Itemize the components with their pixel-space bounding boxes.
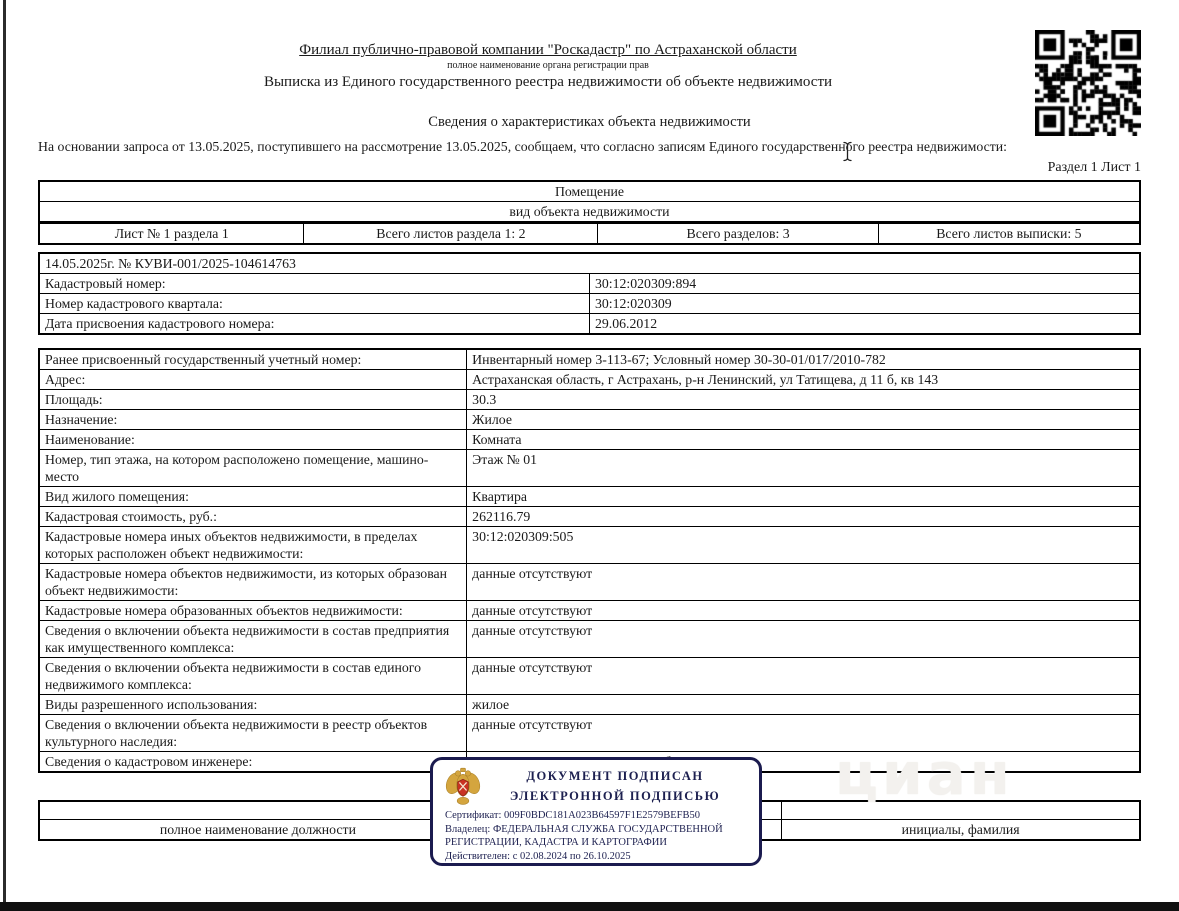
row-value: Инвентарный номер 3-113-67; Условный номер 30-30-01/017/2010-782 (467, 349, 1140, 370)
scan-bottom-edge (0, 902, 1179, 911)
row-value: Этаж № 01 (467, 450, 1140, 487)
row-value: Астраханская область, г Астрахань, р-н Ленинский, ул Татищева, д 11 б, кв 143 (467, 370, 1140, 390)
request-info-table (38, 252, 1141, 335)
table-row (39, 564, 1140, 601)
empty-cell (782, 801, 1140, 820)
document-header (38, 42, 1058, 91)
electronic-signature-stamp (430, 757, 762, 866)
row-value: Жилое (467, 410, 1140, 430)
certificate-value: 009F0BDC181A023B64597F1E2579BEFB50 (504, 810, 701, 821)
table-row (39, 527, 1140, 564)
certificate-label: Сертификат: (445, 810, 502, 821)
row-label: Ранее присвоенный государственный учетный номер: (39, 349, 467, 370)
row-label: Кадастровая стоимость, руб.: (39, 507, 467, 527)
table-row (39, 695, 1140, 715)
owner-value: ФЕДЕРАЛЬНАЯ СЛУЖБА ГОСУДАРСТВЕННОЙ РЕГИСТРАЦИИ, КАДАСТРА И КАРТОГРАФИИ (445, 823, 723, 848)
row-label: Виды разрешенного использования: (39, 695, 467, 715)
table-row (39, 621, 1140, 658)
qr-code (1035, 30, 1141, 136)
assignment-date-value: 29.06.2012 (590, 314, 1141, 335)
table-row (39, 410, 1140, 430)
stamp-details (445, 809, 749, 863)
stamp-title-line2: ЭЛЕКТРОННОЙ ПОДПИСЬЮ (509, 789, 721, 803)
row-value: Квартира (467, 487, 1140, 507)
object-type-table (38, 180, 1141, 223)
table-row (39, 715, 1140, 752)
owner-label: Владелец: (445, 823, 491, 835)
row-value: данные отсутствуют (467, 658, 1140, 695)
table-row (39, 390, 1140, 410)
table-row (39, 370, 1140, 390)
section-sheet-label: Раздел 1 Лист 1 (1047, 160, 1141, 175)
coat-of-arms-icon (445, 765, 481, 807)
row-value: данные отсутствуют (467, 715, 1140, 752)
row-value: 30.3 (467, 390, 1140, 410)
row-label: Наименование: (39, 430, 467, 450)
row-label: Кадастровые номера объектов недвижимости, из которых образован объект недвижимости: (39, 564, 467, 601)
object-details-table (38, 348, 1141, 773)
table-row (39, 430, 1140, 450)
row-label: Сведения о включении объекта недвижимости в состав единого недвижимого комплекса: (39, 658, 467, 695)
section-sheets-cell: Всего листов раздела 1: 2 (304, 223, 598, 244)
document-title: Выписка из Единого государственного реестра недвижимости об объекте недвижимости (263, 74, 833, 90)
cadastral-number-label: Кадастровый номер: (39, 274, 590, 294)
validity-line (445, 850, 749, 864)
table-row (39, 349, 1140, 370)
request-number-line: 14.05.2025г. № КУВИ-001/2025-104614763 (39, 253, 1140, 274)
text-cursor-icon (841, 141, 854, 162)
initials-caption: инициалы, фамилия (782, 820, 1140, 841)
table-row (39, 450, 1140, 487)
assignment-date-label: Дата присвоения кадастрового номера: (39, 314, 590, 335)
quarter-number-label: Номер кадастрового квартала: (39, 294, 590, 314)
scan-left-edge (3, 0, 6, 911)
row-value: данные отсутствуют (467, 601, 1140, 621)
extract-sheets-cell: Всего листов выписки: 5 (878, 223, 1140, 244)
row-label: Кадастровые номера образованных объектов недвижимости: (39, 601, 467, 621)
validity-value: с 02.08.2024 по 26.10.2025 (512, 850, 631, 862)
object-type-value: Помещение (39, 181, 1140, 202)
sections-total-cell: Всего разделов: 3 (598, 223, 878, 244)
row-label: Площадь: (39, 390, 467, 410)
request-intro-text: На основании запроса от 13.05.2025, поступившего на рассмотрение 13.05.2025, сообщаем, что согласно записям Единого государственного реестра недвижимости: (38, 139, 1008, 154)
object-type-caption: вид объекта недвижимости (39, 202, 1140, 223)
cian-watermark: циан (835, 740, 1014, 808)
row-label: Сведения о включении объекта недвижимости в состав предприятия как имущественного комплекса: (39, 621, 467, 658)
table-row (39, 601, 1140, 621)
row-label: Сведения о кадастровом инженере: (39, 752, 467, 773)
row-value: данные отсутствуют (467, 564, 1140, 601)
certificate-line (445, 809, 749, 823)
sheet-number-cell: Лист № 1 раздела 1 (39, 223, 304, 244)
section-title: Сведения о характеристиках объекта недвижимости (428, 114, 751, 130)
row-value: 30:12:020309:505 (467, 527, 1140, 564)
cadastral-number-value: 30:12:020309:894 (590, 274, 1141, 294)
sheets-table (38, 222, 1141, 245)
registration-authority-name: Филиал публично-правовой компании "Роскадастр" по Астраханской области (299, 42, 797, 58)
row-label: Адрес: (39, 370, 467, 390)
empty-cell (39, 801, 476, 820)
authority-caption: полное наименование органа регистрации прав (447, 60, 649, 71)
row-label: Кадастровые номера иных объектов недвижимости, в пределах которых расположен объект недвижимости: (39, 527, 467, 564)
stamp-title (481, 766, 749, 806)
row-label: Сведения о включении объекта недвижимости в реестр объектов культурного наследия: (39, 715, 467, 752)
table-row (39, 658, 1140, 695)
owner-line (445, 823, 749, 850)
stamp-header (445, 765, 749, 807)
row-value: жилое (467, 695, 1140, 715)
position-title-caption: полное наименование должности (39, 820, 476, 841)
table-row (39, 507, 1140, 527)
row-value: 262116.79 (467, 507, 1140, 527)
quarter-number-value: 30:12:020309 (590, 294, 1141, 314)
validity-label: Действителен: (445, 850, 511, 862)
row-value: Комната (467, 430, 1140, 450)
table-row (39, 487, 1140, 507)
row-label: Вид жилого помещения: (39, 487, 467, 507)
stamp-title-line1: ДОКУМЕНТ ПОДПИСАН (526, 769, 704, 783)
row-label: Назначение: (39, 410, 467, 430)
row-value: данные отсутствуют (467, 621, 1140, 658)
row-label: Номер, тип этажа, на котором расположено помещение, машино-место (39, 450, 467, 487)
